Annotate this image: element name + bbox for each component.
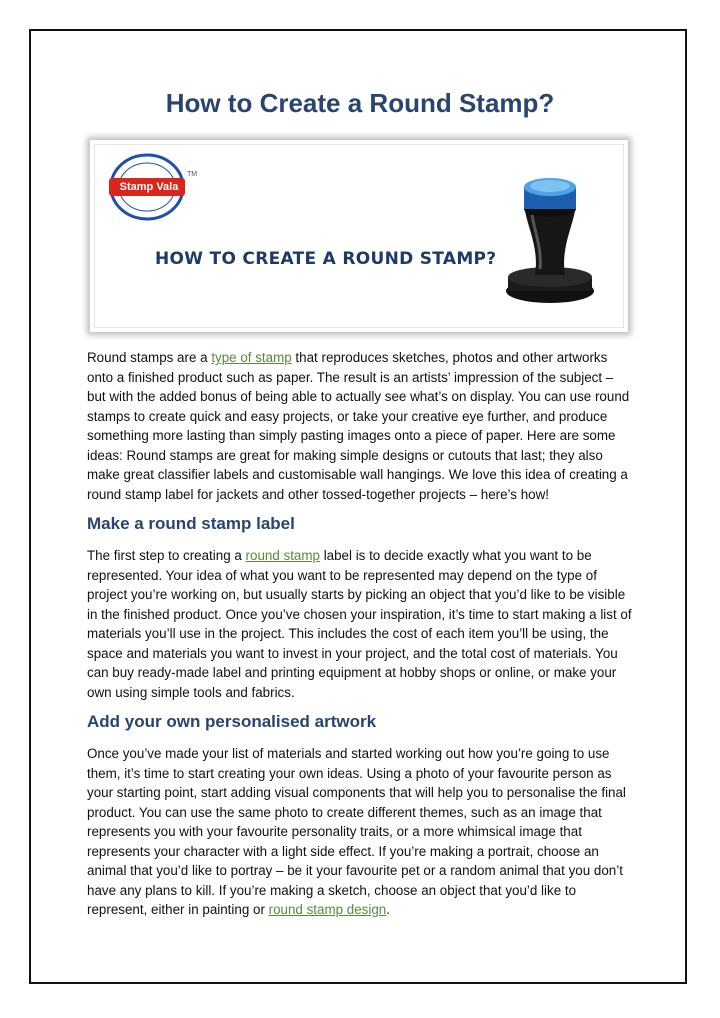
section2-text-end: . (386, 902, 390, 917)
section-heading-round-stamp-label: Make a round stamp label (87, 514, 295, 533)
section1-text-rest: label is to decide exactly what you want to be represented. Your idea of what you want to be represented may depend on the type of project you’re working on, but usually starts by picking an object that you’d like to be visible in the finished product. Once you’ve chosen your inspiration, it’s time to start making a list of materials you’ll use in the project. This includes the cost of each item you’ll be using, the space and materials you want to invest in your project, and the total cost of materials. You can buy ready-made label and printing equipment at hobby shops or online, or make your own using simple tools and fabrics. (87, 548, 632, 700)
logo-tm: TM (187, 171, 198, 178)
intro-text-start: Round stamps are a (87, 350, 212, 365)
section1-paragraph (87, 546, 635, 702)
round-stamp-design-link[interactable]: round stamp design (268, 902, 387, 917)
section1-text-start: The first step to creating a (87, 548, 246, 563)
section2-paragraph (87, 744, 635, 920)
banner-frame (94, 144, 624, 328)
round-stamp-illustration-icon (495, 169, 605, 309)
round-stamp-link[interactable]: round stamp (245, 548, 320, 563)
logo-name: Stamp Vala (119, 181, 179, 193)
section-heading-personalised-artwork: Add your own personalised artwork (87, 712, 377, 731)
page-title: How to Create a Round Stamp? (165, 88, 555, 118)
intro-paragraph (87, 348, 635, 504)
section2-text-start: Once you’ve made your list of materials and started working out how you’re going to use them, it’s time to start creating your own ideas. Using a photo of your favourite person as your starting point, start adding visual components that will help you to personalise the final product. You can use the same photo to create different themes, such as an image that represents you with your favourite personality traits, or a more whimsical image that represents your character with a light side effect. If you’re making a portrait, choose an animal that you’d like to portray – be it your favourite pet or a random animal that you don’t have any plans to kill. If you’re making a sketch, choose an object that you’d like to represent, either in painting or (87, 746, 626, 917)
banner-image (90, 140, 628, 332)
logo (105, 151, 198, 223)
banner-heading: HOW TO CREATE A ROUND STAMP? (155, 249, 497, 269)
type-of-stamp-link[interactable]: type of stamp (211, 350, 292, 365)
intro-text-rest: that reproduces sketches, photos and other artworks onto a finished product such as paper. The result is an artists’ impression of the subject – but with the added bonus of being able to actually see what’s on display. You can use round stamps to create quick and easy projects, or take your creative eye further, and produce something more lasting than simply pasting images onto a piece of paper. Here are some ideas: Round stamps are great for making simple designs or cutouts that last; they also make great classifier labels and customisable wall hangings. We love this idea of creating a round stamp label for jackets and other tossed-together projects – here’s how! (87, 350, 630, 502)
